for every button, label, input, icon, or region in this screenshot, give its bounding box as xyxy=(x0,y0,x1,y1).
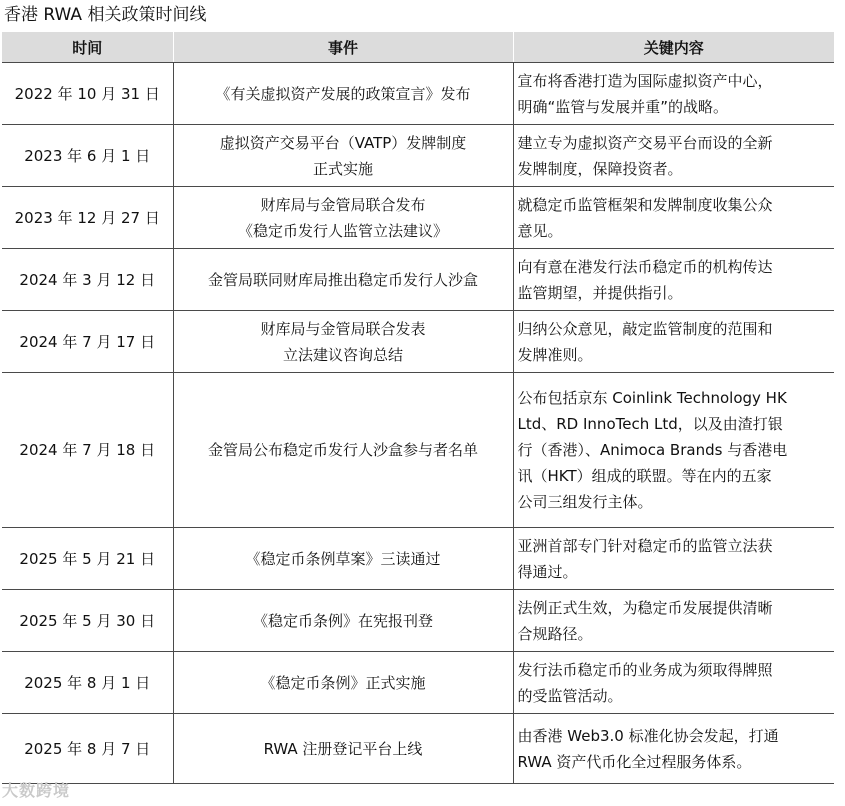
key-content-cell xyxy=(513,590,834,652)
event-line: 《稳定币发行人监管立法建议》 xyxy=(237,221,448,240)
key-content-line: 宣布将香港打造为国际虚拟资产中心， xyxy=(517,71,773,90)
event-line: 正式实施 xyxy=(312,159,373,178)
key-content-line: 意见。 xyxy=(517,221,563,240)
table-row xyxy=(2,125,834,187)
key-content-line: 向有意在港发行法币稳定币的机构传达 xyxy=(517,257,773,276)
table-row xyxy=(2,249,834,311)
event-line: 《稳定币条例》在宪报刊登 xyxy=(252,611,433,630)
event-line: 《稳定币条例》正式实施 xyxy=(260,673,426,692)
table-body xyxy=(2,63,834,784)
date-cell: 2025 年 5 月 30 日 xyxy=(2,590,173,652)
key-content-cell xyxy=(513,714,834,784)
key-content-line: Ltd、RD InnoTech Ltd，以及由渣打银 xyxy=(517,415,783,433)
event-cell xyxy=(173,187,513,249)
policy-timeline-table xyxy=(2,32,834,784)
table-header-row xyxy=(2,32,834,63)
key-content-cell xyxy=(513,187,834,249)
event-cell xyxy=(173,652,513,714)
date-cell: 2025 年 8 月 1 日 xyxy=(2,652,173,714)
key-content-line: 发牌制度，保障投资者。 xyxy=(517,159,683,178)
header-event: 事件 xyxy=(173,32,513,63)
key-content-line: 发行法币稳定币的业务成为须取得牌照 xyxy=(517,660,773,679)
event-cell xyxy=(173,373,513,528)
event-line: 财库局与金管局联合发表 xyxy=(260,319,426,338)
key-content-cell xyxy=(513,311,834,373)
key-content-cell xyxy=(513,63,834,125)
header-date: 时间 xyxy=(2,32,173,63)
key-content-cell xyxy=(513,125,834,187)
key-content-line: 明确“监管与发展并重”的战略。 xyxy=(517,97,729,116)
key-content-line: 公布包括京东 Coinlink Technology HK xyxy=(517,389,787,407)
key-content-line: RWA 资产代币化全过程服务体系。 xyxy=(517,752,752,771)
table-row xyxy=(2,590,834,652)
key-content-line: 亚洲首部专门针对稳定币的监管立法获 xyxy=(517,536,773,555)
event-cell xyxy=(173,590,513,652)
watermark-logo: 大数跨境 xyxy=(2,781,71,800)
date-cell: 2024 年 7 月 18 日 xyxy=(2,373,173,528)
event-line: 《稳定币条例草案》三读通过 xyxy=(245,549,441,568)
key-content-cell xyxy=(513,373,834,528)
event-cell xyxy=(173,714,513,784)
key-content-cell xyxy=(513,528,834,590)
table-row xyxy=(2,63,834,125)
key-content-line: 得通过。 xyxy=(517,562,578,581)
event-line: 立法建议咨询总结 xyxy=(282,345,403,364)
date-cell: 2023 年 6 月 1 日 xyxy=(2,125,173,187)
event-line: 金管局公布稳定币发行人沙盒参与者名单 xyxy=(207,441,478,459)
header-key-content: 关键内容 xyxy=(513,32,834,63)
event-cell xyxy=(173,249,513,311)
event-line: RWA 注册登记平台上线 xyxy=(263,739,423,758)
event-cell xyxy=(173,528,513,590)
page-title: 香港 RWA 相关政策时间线 xyxy=(4,5,207,25)
table-row xyxy=(2,528,834,590)
key-content-line: 监管期望，并提供指引。 xyxy=(517,283,683,302)
key-content-cell xyxy=(513,652,834,714)
table-row xyxy=(2,652,834,714)
event-line: 金管局联同财库局推出稳定币发行人沙盒 xyxy=(207,270,478,289)
table-row xyxy=(2,714,834,784)
key-content-line: 就稳定币监管框架和发牌制度收集公众 xyxy=(517,195,773,214)
date-cell: 2023 年 12 月 27 日 xyxy=(2,187,173,249)
key-content-line: 行（香港）、Animoca Brands 与香港电 xyxy=(517,441,788,459)
table-row xyxy=(2,187,834,249)
key-content-line: 发牌准则。 xyxy=(517,345,593,364)
key-content-line: 合规路径。 xyxy=(517,624,593,643)
key-content-line: 建立专为虚拟资产交易平台而设的全新 xyxy=(517,133,773,152)
event-cell xyxy=(173,311,513,373)
event-cell xyxy=(173,125,513,187)
date-cell: 2024 年 3 月 12 日 xyxy=(2,249,173,311)
key-content-line: 的受监管活动。 xyxy=(517,686,623,705)
key-content-line: 由香港 Web3.0 标准化协会发起，打通 xyxy=(517,726,779,745)
event-cell xyxy=(173,63,513,125)
table-row xyxy=(2,373,834,528)
key-content-cell xyxy=(513,249,834,311)
event-line: 财库局与金管局联合发布 xyxy=(260,195,426,214)
date-cell: 2025 年 8 月 7 日 xyxy=(2,714,173,784)
key-content-line: 讯（HKT）组成的联盟。等在内的五家 xyxy=(517,467,772,485)
event-line: 虚拟资产交易平台（VATP）发牌制度 xyxy=(219,133,467,152)
event-line: 《有关虚拟资产发展的政策宣言》发布 xyxy=(215,84,471,103)
date-cell: 2022 年 10 月 31 日 xyxy=(2,63,173,125)
key-content-line: 归纳公众意见，敲定监管制度的范围和 xyxy=(517,319,773,338)
table-row xyxy=(2,311,834,373)
key-content-line: 公司三组发行主体。 xyxy=(517,493,653,511)
date-cell: 2024 年 7 月 17 日 xyxy=(2,311,173,373)
key-content-line: 法例正式生效，为稳定币发展提供清晰 xyxy=(517,598,773,617)
date-cell: 2025 年 5 月 21 日 xyxy=(2,528,173,590)
